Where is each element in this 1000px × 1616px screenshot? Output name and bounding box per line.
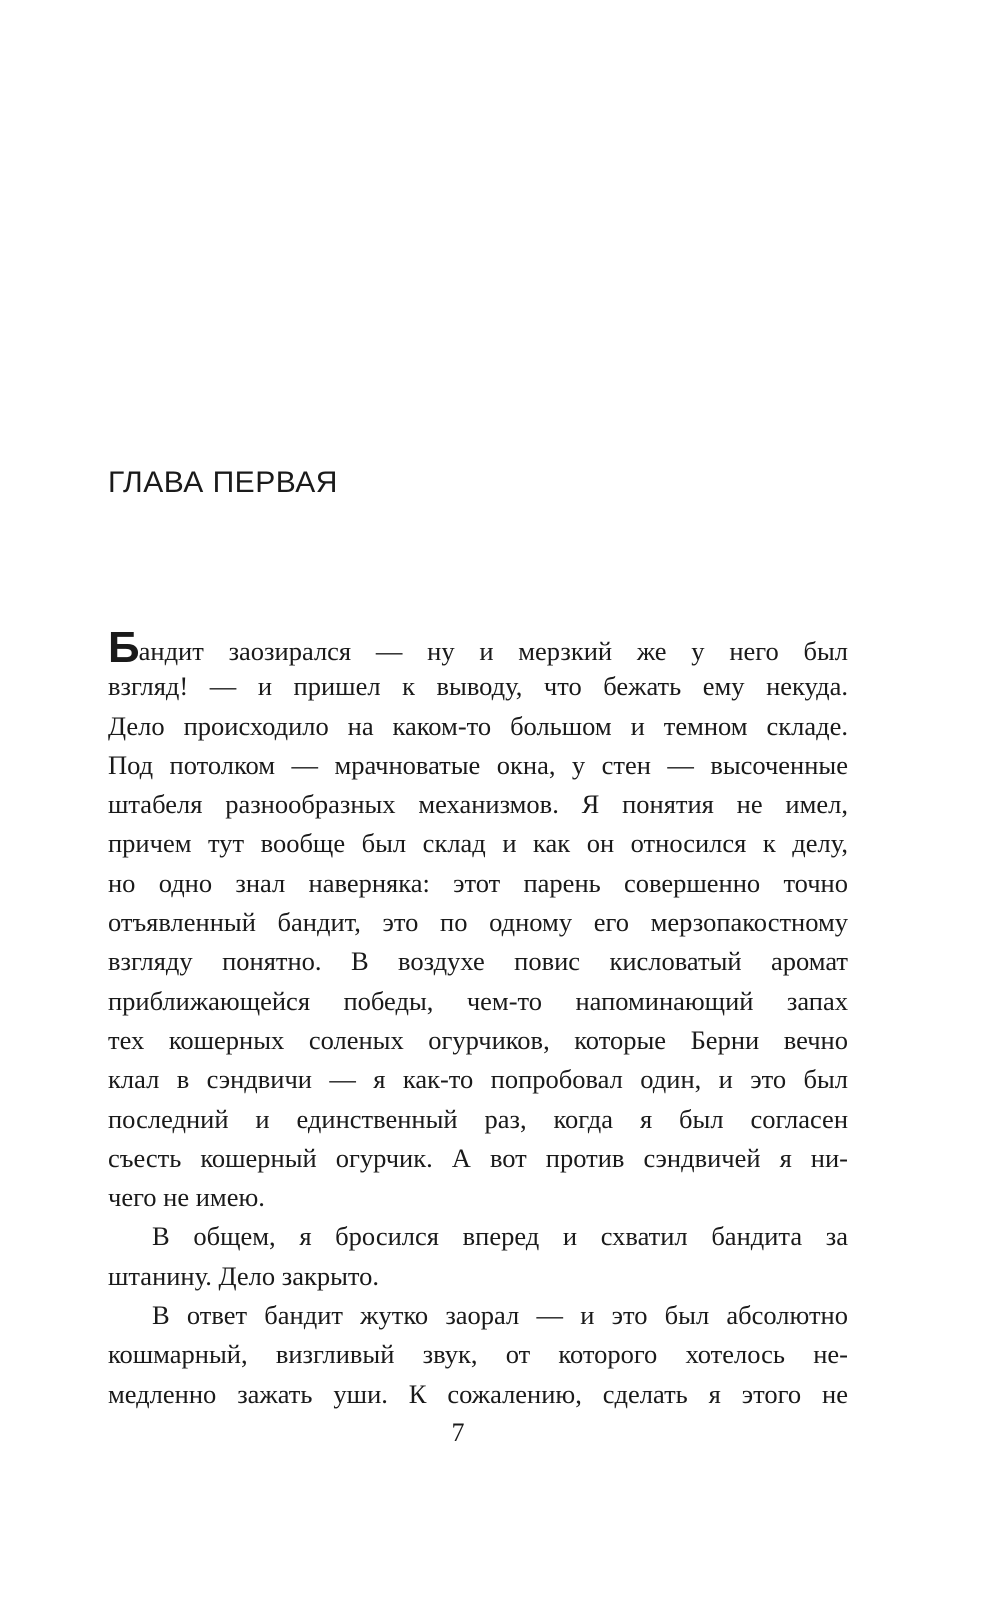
text-line-4: Под потолком — мрачноватые окна, у стен — высоченные bbox=[108, 749, 848, 780]
text-line-20: медленно зажать уши. К сожалению, сделать я этого не bbox=[108, 1378, 848, 1409]
body-text bbox=[108, 623, 848, 1414]
text-line-1-rest: андит заозирался — ну и мерзкий же у него был bbox=[138, 636, 848, 666]
chapter-title: ГЛАВА ПЕРВАЯ bbox=[108, 466, 338, 499]
text-line-3: Дело происходило на каком-то большом и темном складе. bbox=[108, 710, 848, 741]
text-line-17: штанину. Дело закрыто. bbox=[108, 1260, 379, 1291]
text-line-15: чего не имею. bbox=[108, 1182, 265, 1213]
text-line-7: но одно знал наверняка: этот парень совершенно точно bbox=[108, 867, 848, 898]
text-line-18: В ответ бандит жутко заорал — и это был абсолютно bbox=[152, 1300, 848, 1331]
text-line-16: В общем, я бросился вперед и схватил бандита за bbox=[152, 1221, 848, 1252]
text-line-19: кошмарный, визгливый звук, от которого хотелось не- bbox=[108, 1339, 848, 1370]
page-number: 7 bbox=[451, 1418, 465, 1447]
drop-cap: Б bbox=[108, 623, 139, 672]
text-line-5: штабеля разнообразных механизмов. Я понятия не имел, bbox=[108, 789, 848, 820]
text-line-14: съесть кошерный огурчик. А вот против сэндвичей я ни- bbox=[108, 1142, 848, 1173]
text-line-1 bbox=[108, 623, 848, 672]
text-line-11: тех кошерных соленых огурчиков, которые Берни вечно bbox=[108, 1024, 848, 1055]
text-line-2: взгляд! — и пришел к выводу, что бежать ему некуда. bbox=[108, 671, 848, 702]
text-line-12: клал в сэндвичи — я как-то попробовал один, и это был bbox=[108, 1064, 848, 1095]
text-line-9: взгляду понятно. В воздухе повис кисловатый аромат bbox=[108, 946, 848, 977]
text-line-13: последний и единственный раз, когда я был согласен bbox=[108, 1103, 848, 1134]
text-line-6: причем тут вообще был склад и как он относился к делу, bbox=[108, 828, 848, 859]
text-line-8: отъявленный бандит, это по одному его мерзопакостному bbox=[108, 907, 848, 938]
text-line-10: приближающейся победы, чем-то напоминающий запах bbox=[108, 985, 848, 1016]
